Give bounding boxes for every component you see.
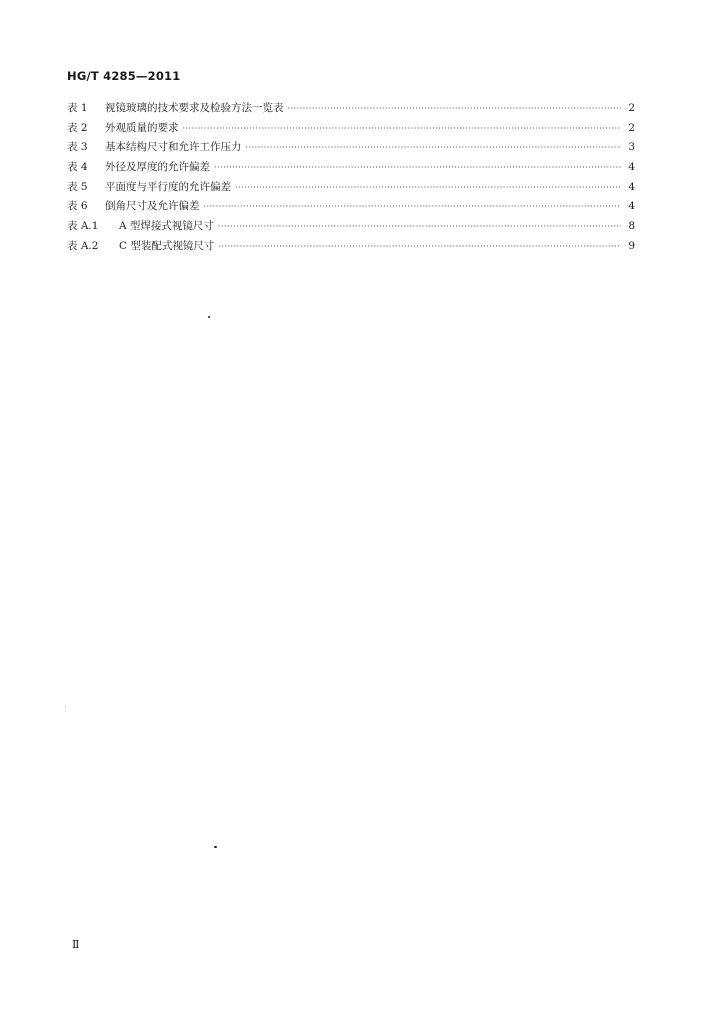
toc-title: A 型焊接式视镜尺寸	[119, 220, 214, 233]
leader-dots	[218, 222, 621, 231]
toc-number: 表 5	[67, 180, 88, 193]
toc-label	[67, 100, 284, 115]
leader-dots	[288, 104, 622, 113]
toc-page: 8	[628, 220, 635, 233]
toc-page: 2	[628, 121, 635, 134]
toc-entry[interactable]	[67, 198, 635, 218]
toc-label	[67, 179, 231, 194]
toc-label	[67, 120, 179, 135]
toc-title: 倒角尺寸及允许偏差	[105, 200, 200, 213]
toc-title: 外观质量的要求	[105, 121, 179, 134]
toc-entry[interactable]	[67, 238, 635, 258]
toc-number: 表 6	[67, 200, 88, 213]
scan-speck	[214, 846, 217, 848]
standard-code: HG/T 4285—2011	[67, 69, 181, 83]
toc-entry[interactable]	[67, 139, 635, 159]
leader-dots	[246, 143, 622, 152]
toc-page: 4	[628, 161, 635, 174]
toc-label	[67, 198, 200, 213]
leader-dots	[183, 124, 622, 133]
toc-label	[67, 139, 242, 154]
toc-label	[67, 218, 214, 233]
toc-page: 2	[628, 102, 635, 114]
toc-label	[67, 238, 214, 253]
toc-number: 表 4	[67, 161, 88, 174]
leader-dots	[204, 202, 622, 211]
toc-page: 9	[628, 239, 635, 252]
toc-number: 表 2	[67, 121, 88, 134]
toc-number: 表 1	[67, 102, 88, 114]
leader-dots	[214, 163, 621, 172]
toc-entry[interactable]	[67, 120, 635, 140]
toc-entry[interactable]	[67, 179, 635, 199]
toc-number: 表 3	[67, 141, 88, 154]
leader-dots	[218, 242, 621, 251]
toc-title: 外径及厚度的允许偏差	[105, 161, 210, 174]
scan-speck	[208, 316, 210, 318]
page-number: Ⅱ	[72, 938, 80, 951]
toc-entry[interactable]	[67, 100, 635, 120]
leader-dots	[235, 183, 621, 192]
toc-page: 4	[628, 180, 635, 193]
toc-entry[interactable]	[67, 159, 635, 179]
toc-entry[interactable]	[67, 218, 635, 238]
toc-title: 平面度与平行度的允许偏差	[105, 180, 231, 193]
toc-title: 视镜玻璃的技术要求及检验方法一览表	[105, 102, 284, 114]
scan-speck	[65, 706, 66, 707]
toc-title: C 型装配式视镜尺寸	[119, 239, 215, 252]
toc-number: 表 A.2	[67, 239, 99, 252]
toc-title: 基本结构尺寸和允许工作压力	[105, 141, 242, 154]
toc-page: 3	[628, 141, 635, 154]
toc-number: 表 A.1	[67, 220, 99, 233]
toc-page: 4	[628, 200, 635, 213]
table-list	[67, 100, 635, 258]
toc-label	[67, 159, 210, 174]
